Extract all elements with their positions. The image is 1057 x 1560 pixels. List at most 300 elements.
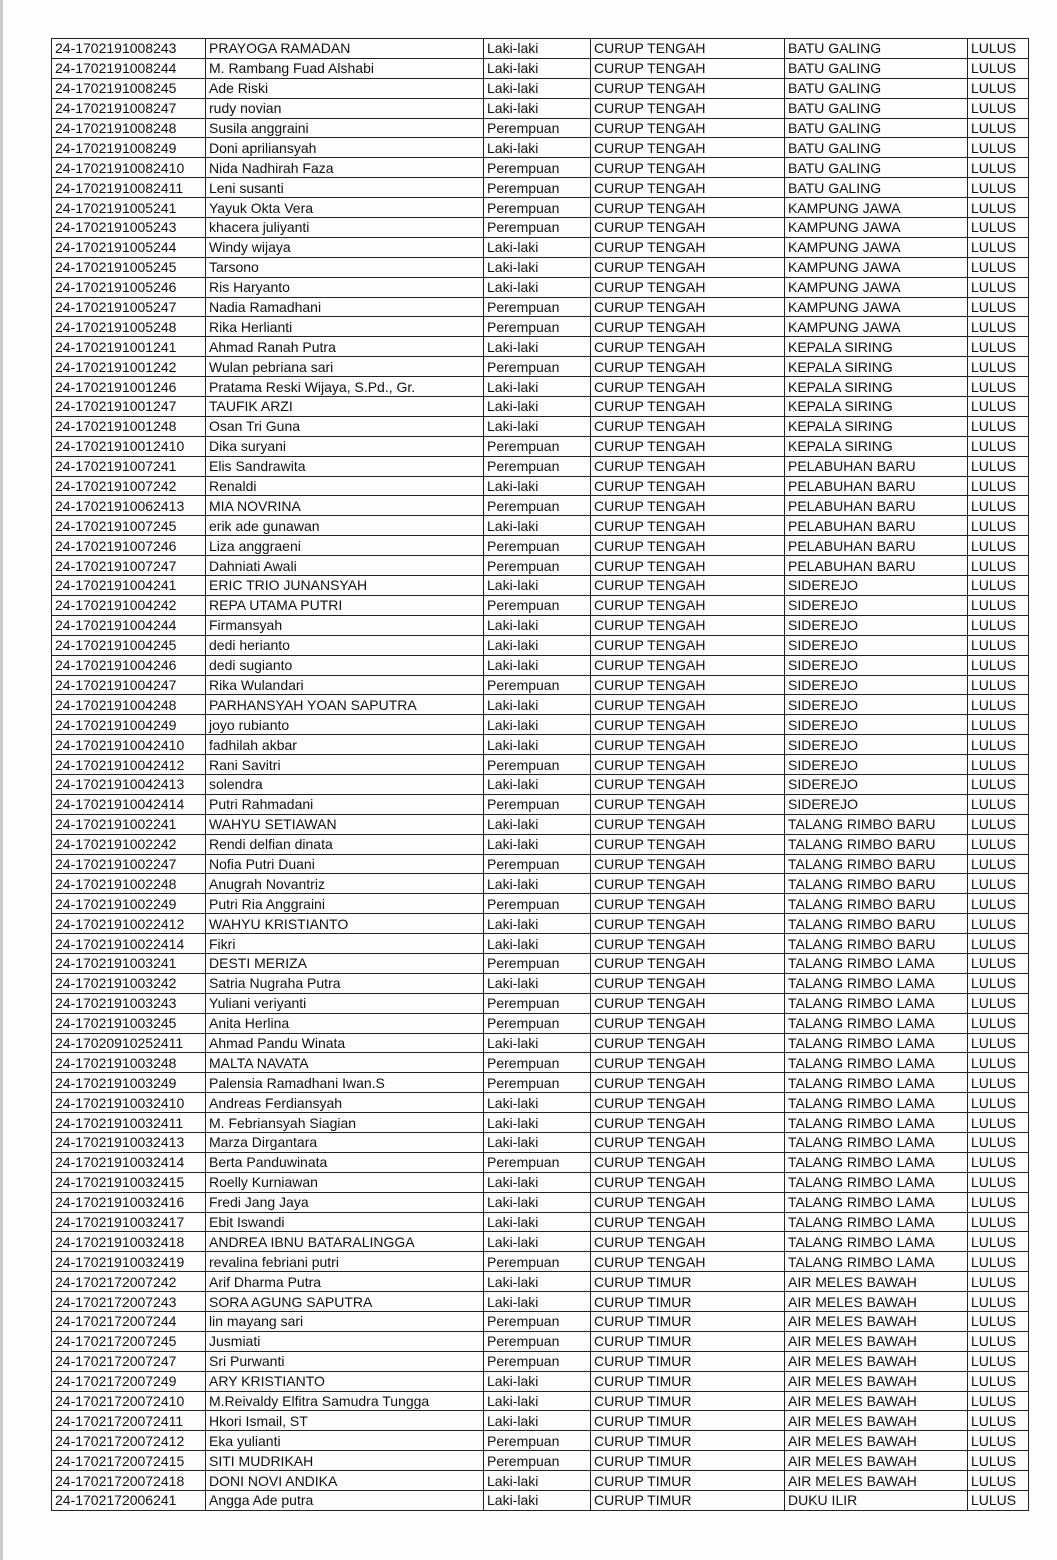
- kecamatan-cell: CURUP TIMUR: [591, 1292, 785, 1312]
- kecamatan-cell: CURUP TENGAH: [591, 595, 785, 615]
- desa-cell: AIR MELES BAWAH: [785, 1451, 968, 1471]
- table-row: [52, 755, 1029, 775]
- status-cell: LULUS: [968, 337, 1029, 357]
- status-cell: LULUS: [968, 476, 1029, 496]
- desa-cell: PELABUHAN BARU: [785, 556, 968, 576]
- table-row: [52, 1431, 1029, 1451]
- status-cell: LULUS: [968, 1391, 1029, 1411]
- status-cell: LULUS: [968, 814, 1029, 834]
- kecamatan-cell: CURUP TENGAH: [591, 257, 785, 277]
- participant-id-cell: 24-17021910032411: [52, 1113, 206, 1133]
- kecamatan-cell: CURUP TENGAH: [591, 58, 785, 78]
- desa-cell: TALANG RIMBO LAMA: [785, 1192, 968, 1212]
- gender-cell: Laki-laki: [484, 377, 591, 397]
- participant-name-cell: PARHANSYAH YOAN SAPUTRA: [206, 695, 484, 715]
- status-cell: LULUS: [968, 277, 1029, 297]
- gender-cell: Laki-laki: [484, 1212, 591, 1232]
- desa-cell: SIDEREJO: [785, 774, 968, 794]
- table-row: [52, 78, 1029, 98]
- participant-name-cell: Palensia Ramadhani Iwan.S: [206, 1073, 484, 1093]
- kecamatan-cell: CURUP TENGAH: [591, 834, 785, 854]
- status-cell: LULUS: [968, 695, 1029, 715]
- table-row: [52, 297, 1029, 317]
- participant-name-cell: erik ade gunawan: [206, 516, 484, 536]
- table-row: [52, 39, 1029, 59]
- table-row: [52, 198, 1029, 218]
- desa-cell: TALANG RIMBO LAMA: [785, 973, 968, 993]
- kecamatan-cell: CURUP TENGAH: [591, 516, 785, 536]
- status-cell: LULUS: [968, 1371, 1029, 1391]
- status-cell: LULUS: [968, 755, 1029, 775]
- kecamatan-cell: CURUP TENGAH: [591, 118, 785, 138]
- gender-cell: Laki-laki: [484, 337, 591, 357]
- desa-cell: TALANG RIMBO BARU: [785, 854, 968, 874]
- participant-name-cell: SITI MUDRIKAH: [206, 1451, 484, 1471]
- participant-name-cell: MIA NOVRINA: [206, 496, 484, 516]
- desa-cell: KAMPUNG JAWA: [785, 198, 968, 218]
- participant-name-cell: dedi sugianto: [206, 655, 484, 675]
- kecamatan-cell: CURUP TENGAH: [591, 894, 785, 914]
- participant-name-cell: dedi herianto: [206, 635, 484, 655]
- participant-id-cell: 24-1702191001247: [52, 397, 206, 417]
- gender-cell: Laki-laki: [484, 1093, 591, 1113]
- gender-cell: Laki-laki: [484, 914, 591, 934]
- status-cell: LULUS: [968, 615, 1029, 635]
- kecamatan-cell: CURUP TENGAH: [591, 277, 785, 297]
- desa-cell: AIR MELES BAWAH: [785, 1331, 968, 1351]
- table-row: [52, 1411, 1029, 1431]
- desa-cell: TALANG RIMBO LAMA: [785, 953, 968, 973]
- gender-cell: Perempuan: [484, 178, 591, 198]
- kecamatan-cell: CURUP TIMUR: [591, 1471, 785, 1491]
- table-row: [52, 1113, 1029, 1133]
- kecamatan-cell: CURUP TENGAH: [591, 556, 785, 576]
- status-cell: LULUS: [968, 1411, 1029, 1431]
- table-row: [52, 516, 1029, 536]
- status-cell: LULUS: [968, 894, 1029, 914]
- desa-cell: TALANG RIMBO LAMA: [785, 1172, 968, 1192]
- participant-name-cell: rudy novian: [206, 98, 484, 118]
- participant-name-cell: PRAYOGA RAMADAN: [206, 39, 484, 59]
- participant-id-cell: 24-1702191008245: [52, 78, 206, 98]
- kecamatan-cell: CURUP TENGAH: [591, 794, 785, 814]
- participant-name-cell: Jusmiati: [206, 1331, 484, 1351]
- participant-id-cell: 24-1702172007243: [52, 1292, 206, 1312]
- participant-name-cell: M. Rambang Fuad Alshabi: [206, 58, 484, 78]
- desa-cell: TALANG RIMBO BARU: [785, 834, 968, 854]
- table-row: [52, 1491, 1029, 1511]
- kecamatan-cell: CURUP TENGAH: [591, 993, 785, 1013]
- desa-cell: PELABUHAN BARU: [785, 516, 968, 536]
- table-row: [52, 1252, 1029, 1272]
- status-cell: LULUS: [968, 595, 1029, 615]
- gender-cell: Laki-laki: [484, 39, 591, 59]
- kecamatan-cell: CURUP TENGAH: [591, 675, 785, 695]
- participant-id-cell: 24-1702191003248: [52, 1053, 206, 1073]
- kecamatan-cell: CURUP TENGAH: [591, 1113, 785, 1133]
- status-cell: LULUS: [968, 397, 1029, 417]
- participant-name-cell: ANDREA IBNU BATARALINGGA: [206, 1232, 484, 1252]
- participant-id-cell: 24-1702191001241: [52, 337, 206, 357]
- participant-id-cell: 24-1702191003243: [52, 993, 206, 1013]
- gender-cell: Laki-laki: [484, 1272, 591, 1292]
- table-row: [52, 1232, 1029, 1252]
- kecamatan-cell: CURUP TENGAH: [591, 138, 785, 158]
- status-cell: LULUS: [968, 973, 1029, 993]
- desa-cell: SIDEREJO: [785, 695, 968, 715]
- participant-name-cell: Anugrah Novantriz: [206, 874, 484, 894]
- kecamatan-cell: CURUP TENGAH: [591, 397, 785, 417]
- kecamatan-cell: CURUP TENGAH: [591, 297, 785, 317]
- gender-cell: Perempuan: [484, 1013, 591, 1033]
- gender-cell: Perempuan: [484, 755, 591, 775]
- status-cell: LULUS: [968, 794, 1029, 814]
- kecamatan-cell: CURUP TENGAH: [591, 914, 785, 934]
- table-row: [52, 1292, 1029, 1312]
- table-row: [52, 1471, 1029, 1491]
- desa-cell: KEPALA SIRING: [785, 397, 968, 417]
- desa-cell: AIR MELES BAWAH: [785, 1351, 968, 1371]
- status-cell: LULUS: [968, 1232, 1029, 1252]
- desa-cell: TALANG RIMBO LAMA: [785, 1013, 968, 1033]
- table-row: [52, 397, 1029, 417]
- gender-cell: Laki-laki: [484, 655, 591, 675]
- table-row: [52, 1073, 1029, 1093]
- participant-name-cell: Berta Panduwinata: [206, 1152, 484, 1172]
- participant-name-cell: REPA UTAMA PUTRI: [206, 595, 484, 615]
- status-cell: LULUS: [968, 237, 1029, 257]
- desa-cell: KAMPUNG JAWA: [785, 277, 968, 297]
- participant-id-cell: 24-1702191005243: [52, 218, 206, 238]
- desa-cell: BATU GALING: [785, 58, 968, 78]
- gender-cell: Laki-laki: [484, 615, 591, 635]
- gender-cell: Perempuan: [484, 1053, 591, 1073]
- participant-name-cell: Ris Haryanto: [206, 277, 484, 297]
- participant-name-cell: Nida Nadhirah Faza: [206, 158, 484, 178]
- gender-cell: Laki-laki: [484, 237, 591, 257]
- participant-name-cell: Andreas Ferdiansyah: [206, 1093, 484, 1113]
- desa-cell: KEPALA SIRING: [785, 436, 968, 456]
- desa-cell: KAMPUNG JAWA: [785, 237, 968, 257]
- participant-id-cell: 24-1702191003245: [52, 1013, 206, 1033]
- gender-cell: Laki-laki: [484, 516, 591, 536]
- participant-id-cell: 24-17021910032417: [52, 1212, 206, 1232]
- desa-cell: SIDEREJO: [785, 675, 968, 695]
- participant-name-cell: Marza Dirgantara: [206, 1132, 484, 1152]
- status-cell: LULUS: [968, 1033, 1029, 1053]
- status-cell: LULUS: [968, 158, 1029, 178]
- table-row: [52, 1053, 1029, 1073]
- status-cell: LULUS: [968, 536, 1029, 556]
- kecamatan-cell: CURUP TENGAH: [591, 576, 785, 596]
- desa-cell: AIR MELES BAWAH: [785, 1292, 968, 1312]
- status-cell: LULUS: [968, 1093, 1029, 1113]
- kecamatan-cell: CURUP TENGAH: [591, 218, 785, 238]
- desa-cell: KEPALA SIRING: [785, 377, 968, 397]
- gender-cell: Laki-laki: [484, 138, 591, 158]
- participant-id-cell: 24-17021910032418: [52, 1232, 206, 1252]
- participant-id-cell: 24-17021910062413: [52, 496, 206, 516]
- status-cell: LULUS: [968, 1073, 1029, 1093]
- kecamatan-cell: CURUP TENGAH: [591, 695, 785, 715]
- desa-cell: TALANG RIMBO BARU: [785, 894, 968, 914]
- status-cell: LULUS: [968, 456, 1029, 476]
- participant-id-cell: 24-1702191007247: [52, 556, 206, 576]
- gender-cell: Perempuan: [484, 894, 591, 914]
- status-cell: LULUS: [968, 138, 1029, 158]
- kecamatan-cell: CURUP TENGAH: [591, 1013, 785, 1033]
- kecamatan-cell: CURUP TENGAH: [591, 536, 785, 556]
- participant-id-cell: 24-1702191002248: [52, 874, 206, 894]
- status-cell: LULUS: [968, 58, 1029, 78]
- participant-name-cell: Roelly Kurniawan: [206, 1172, 484, 1192]
- gender-cell: Laki-laki: [484, 576, 591, 596]
- gender-cell: Perempuan: [484, 158, 591, 178]
- participant-id-cell: 24-17021720072412: [52, 1431, 206, 1451]
- kecamatan-cell: CURUP TENGAH: [591, 456, 785, 476]
- desa-cell: SIDEREJO: [785, 595, 968, 615]
- participant-id-cell: 24-1702191004248: [52, 695, 206, 715]
- status-cell: LULUS: [968, 993, 1029, 1013]
- gender-cell: Perempuan: [484, 953, 591, 973]
- participant-id-cell: 24-17021720072411: [52, 1411, 206, 1431]
- table-row: [52, 854, 1029, 874]
- table-row: [52, 615, 1029, 635]
- gender-cell: Perempuan: [484, 456, 591, 476]
- desa-cell: AIR MELES BAWAH: [785, 1391, 968, 1411]
- kecamatan-cell: CURUP TENGAH: [591, 814, 785, 834]
- desa-cell: BATU GALING: [785, 118, 968, 138]
- gender-cell: Laki-laki: [484, 973, 591, 993]
- gender-cell: Perempuan: [484, 1252, 591, 1272]
- kecamatan-cell: CURUP TIMUR: [591, 1411, 785, 1431]
- participant-id-cell: 24-17021910042414: [52, 794, 206, 814]
- gender-cell: Laki-laki: [484, 397, 591, 417]
- participant-name-cell: Rani Savitri: [206, 755, 484, 775]
- participant-name-cell: WAHYU KRISTIANTO: [206, 914, 484, 934]
- table-row: [52, 317, 1029, 337]
- table-row: [52, 178, 1029, 198]
- participant-id-cell: 24-1702191005241: [52, 198, 206, 218]
- participant-id-cell: 24-17021910012410: [52, 436, 206, 456]
- participant-name-cell: Firmansyah: [206, 615, 484, 635]
- kecamatan-cell: CURUP TENGAH: [591, 377, 785, 397]
- kecamatan-cell: CURUP TENGAH: [591, 476, 785, 496]
- participant-id-cell: 24-1702191005246: [52, 277, 206, 297]
- table-row: [52, 237, 1029, 257]
- participant-name-cell: Leni susanti: [206, 178, 484, 198]
- desa-cell: TALANG RIMBO BARU: [785, 814, 968, 834]
- participant-name-cell: Yuliani veriyanti: [206, 993, 484, 1013]
- status-cell: LULUS: [968, 655, 1029, 675]
- participant-id-cell: 24-1702191003241: [52, 953, 206, 973]
- kecamatan-cell: CURUP TENGAH: [591, 973, 785, 993]
- participant-id-cell: 24-1702191003249: [52, 1073, 206, 1093]
- kecamatan-cell: CURUP TENGAH: [591, 854, 785, 874]
- kecamatan-cell: CURUP TENGAH: [591, 774, 785, 794]
- participant-name-cell: ERIC TRIO JUNANSYAH: [206, 576, 484, 596]
- table-row: [52, 814, 1029, 834]
- gender-cell: Perempuan: [484, 496, 591, 516]
- kecamatan-cell: CURUP TENGAH: [591, 337, 785, 357]
- table-row: [52, 98, 1029, 118]
- desa-cell: TALANG RIMBO LAMA: [785, 1232, 968, 1252]
- status-cell: LULUS: [968, 516, 1029, 536]
- table-row: [52, 675, 1029, 695]
- desa-cell: KAMPUNG JAWA: [785, 297, 968, 317]
- participant-table-body: [52, 39, 1029, 1511]
- desa-cell: KAMPUNG JAWA: [785, 218, 968, 238]
- desa-cell: KEPALA SIRING: [785, 357, 968, 377]
- table-row: [52, 556, 1029, 576]
- gender-cell: Perempuan: [484, 198, 591, 218]
- desa-cell: KEPALA SIRING: [785, 337, 968, 357]
- desa-cell: TALANG RIMBO LAMA: [785, 993, 968, 1013]
- kecamatan-cell: CURUP TENGAH: [591, 934, 785, 954]
- gender-cell: Perempuan: [484, 556, 591, 576]
- kecamatan-cell: CURUP TENGAH: [591, 98, 785, 118]
- kecamatan-cell: CURUP TENGAH: [591, 735, 785, 755]
- desa-cell: SIDEREJO: [785, 615, 968, 635]
- participant-id-cell: 24-1702191001248: [52, 416, 206, 436]
- table-row: [52, 1132, 1029, 1152]
- status-cell: LULUS: [968, 1272, 1029, 1292]
- gender-cell: Laki-laki: [484, 774, 591, 794]
- status-cell: LULUS: [968, 78, 1029, 98]
- kecamatan-cell: CURUP TENGAH: [591, 78, 785, 98]
- participant-id-cell: 24-1702191008249: [52, 138, 206, 158]
- table-row: [52, 774, 1029, 794]
- desa-cell: BATU GALING: [785, 78, 968, 98]
- participant-id-cell: 24-17021910032413: [52, 1132, 206, 1152]
- desa-cell: PELABUHAN BARU: [785, 456, 968, 476]
- status-cell: LULUS: [968, 774, 1029, 794]
- gender-cell: Perempuan: [484, 675, 591, 695]
- desa-cell: BATU GALING: [785, 138, 968, 158]
- desa-cell: PELABUHAN BARU: [785, 496, 968, 516]
- desa-cell: BATU GALING: [785, 178, 968, 198]
- table-row: [52, 1391, 1029, 1411]
- table-row: [52, 158, 1029, 178]
- participant-name-cell: Sri Purwanti: [206, 1351, 484, 1371]
- table-row: [52, 953, 1029, 973]
- participant-id-cell: 24-1702191002249: [52, 894, 206, 914]
- participant-id-cell: 24-1702191007245: [52, 516, 206, 536]
- participant-name-cell: Renaldi: [206, 476, 484, 496]
- gender-cell: Laki-laki: [484, 715, 591, 735]
- participant-id-cell: 24-1702191004247: [52, 675, 206, 695]
- table-row: [52, 1371, 1029, 1391]
- participant-name-cell: Nadia Ramadhani: [206, 297, 484, 317]
- status-cell: LULUS: [968, 257, 1029, 277]
- status-cell: LULUS: [968, 1152, 1029, 1172]
- desa-cell: SIDEREJO: [785, 715, 968, 735]
- participant-id-cell: 24-1702191003242: [52, 973, 206, 993]
- status-cell: LULUS: [968, 218, 1029, 238]
- gender-cell: Perempuan: [484, 854, 591, 874]
- participant-name-cell: WAHYU SETIAWAN: [206, 814, 484, 834]
- table-row: [52, 536, 1029, 556]
- status-cell: LULUS: [968, 1351, 1029, 1371]
- kecamatan-cell: CURUP TENGAH: [591, 436, 785, 456]
- participant-name-cell: Ahmad Ranah Putra: [206, 337, 484, 357]
- kecamatan-cell: CURUP TENGAH: [591, 1172, 785, 1192]
- kecamatan-cell: CURUP TENGAH: [591, 416, 785, 436]
- gender-cell: Laki-laki: [484, 1491, 591, 1511]
- participant-name-cell: Doni apriliansyah: [206, 138, 484, 158]
- table-row: [52, 1331, 1029, 1351]
- table-row: [52, 456, 1029, 476]
- desa-cell: BATU GALING: [785, 158, 968, 178]
- status-cell: LULUS: [968, 98, 1029, 118]
- desa-cell: KEPALA SIRING: [785, 416, 968, 436]
- table-row: [52, 1312, 1029, 1332]
- status-cell: LULUS: [968, 178, 1029, 198]
- status-cell: LULUS: [968, 436, 1029, 456]
- participant-name-cell: Liza anggraeni: [206, 536, 484, 556]
- participant-name-cell: Putri Ria Anggraini: [206, 894, 484, 914]
- table-row: [52, 894, 1029, 914]
- table-row: [52, 277, 1029, 297]
- desa-cell: BATU GALING: [785, 98, 968, 118]
- gender-cell: Perempuan: [484, 1073, 591, 1093]
- participant-name-cell: solendra: [206, 774, 484, 794]
- participant-name-cell: khacera juliyanti: [206, 218, 484, 238]
- desa-cell: SIDEREJO: [785, 735, 968, 755]
- participant-id-cell: 24-1702191004241: [52, 576, 206, 596]
- gender-cell: Laki-laki: [484, 1471, 591, 1491]
- participant-id-cell: 24-17020910252411: [52, 1033, 206, 1053]
- kecamatan-cell: CURUP TENGAH: [591, 158, 785, 178]
- participant-id-cell: 24-1702172007245: [52, 1331, 206, 1351]
- kecamatan-cell: CURUP TIMUR: [591, 1491, 785, 1511]
- participant-id-cell: 24-1702191008243: [52, 39, 206, 59]
- desa-cell: AIR MELES BAWAH: [785, 1471, 968, 1491]
- participant-name-cell: DONI NOVI ANDIKA: [206, 1471, 484, 1491]
- participant-id-cell: 24-1702191004249: [52, 715, 206, 735]
- gender-cell: Laki-laki: [484, 78, 591, 98]
- gender-cell: Perempuan: [484, 1431, 591, 1451]
- desa-cell: SIDEREJO: [785, 635, 968, 655]
- participant-name-cell: Arif Dharma Putra: [206, 1272, 484, 1292]
- kecamatan-cell: CURUP TENGAH: [591, 755, 785, 775]
- kecamatan-cell: CURUP TENGAH: [591, 1053, 785, 1073]
- participant-name-cell: Ade Riski: [206, 78, 484, 98]
- participant-id-cell: 24-17021910082410: [52, 158, 206, 178]
- status-cell: LULUS: [968, 39, 1029, 59]
- desa-cell: TALANG RIMBO LAMA: [785, 1113, 968, 1133]
- status-cell: LULUS: [968, 496, 1029, 516]
- kecamatan-cell: CURUP TENGAH: [591, 1093, 785, 1113]
- status-cell: LULUS: [968, 1312, 1029, 1332]
- gender-cell: Perempuan: [484, 1451, 591, 1471]
- status-cell: LULUS: [968, 1471, 1029, 1491]
- gender-cell: Laki-laki: [484, 814, 591, 834]
- gender-cell: Laki-laki: [484, 1292, 591, 1312]
- participant-name-cell: fadhilah akbar: [206, 735, 484, 755]
- status-cell: LULUS: [968, 297, 1029, 317]
- table-row: [52, 834, 1029, 854]
- table-row: [52, 993, 1029, 1013]
- gender-cell: Laki-laki: [484, 1172, 591, 1192]
- participant-id-cell: 24-1702191008247: [52, 98, 206, 118]
- kecamatan-cell: CURUP TENGAH: [591, 317, 785, 337]
- participant-name-cell: Rika Wulandari: [206, 675, 484, 695]
- gender-cell: Laki-laki: [484, 476, 591, 496]
- participant-id-cell: 24-1702191002247: [52, 854, 206, 874]
- kecamatan-cell: CURUP TENGAH: [591, 874, 785, 894]
- participant-id-cell: 24-1702191004245: [52, 635, 206, 655]
